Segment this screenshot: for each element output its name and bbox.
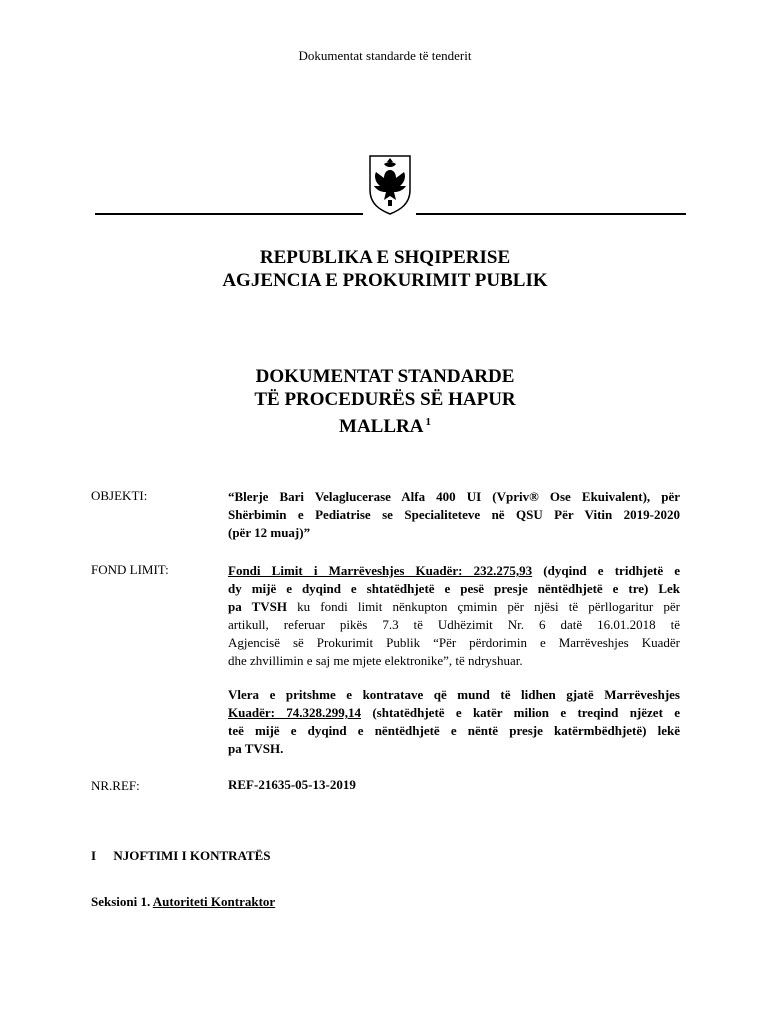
institution-title-line2: AGJENCIA E PROKURIMIT PUBLIK bbox=[222, 270, 548, 291]
kuader-value-words-start: (shtatëdhjetë e katër milion e treqind njëzet e bbox=[372, 705, 680, 720]
footnote-reference: 1 bbox=[425, 416, 431, 428]
fond-limit-p2-line4: pa TVSH. bbox=[228, 741, 284, 756]
kuader-value-amount: Kuadër: 74.328.299,14 bbox=[228, 705, 362, 720]
nr-ref-value: REF-21635-05-13-2019 bbox=[228, 777, 356, 792]
fondi-limit-words-start: (dyqind e tridhjetë e bbox=[543, 563, 680, 578]
objekti-value bbox=[228, 488, 680, 542]
subsection-heading: Seksioni 1. Autoriteti Kontraktor bbox=[91, 894, 276, 909]
document-title-line1: DOKUMENTAT STANDARDE bbox=[255, 366, 515, 387]
section-number: I bbox=[91, 848, 97, 863]
fond-limit-p1-line4: artikull, referuar pikës 7.3 të Udhëzimit Nr. 6 datë 16.01.2018 të bbox=[228, 617, 680, 632]
fond-limit-paragraph2 bbox=[228, 686, 680, 758]
objekti-line2: Shërbimin e Pediatrise se Specialiteteve në QSU Për Vitin 2019-2020 bbox=[228, 507, 680, 522]
objekti-line3: (për 12 muaj)” bbox=[228, 525, 311, 540]
fond-limit-p1-line5: Agjencisë së Prokurimit Publik “Për përdorimin e Marrëveshjes Kuadër bbox=[228, 635, 680, 650]
fondi-limit-amount: Fondi Limit i Marrëveshjes Kuadër: 232.275,93 bbox=[228, 563, 533, 578]
pa-tvsh-bold: pa TVSH bbox=[228, 599, 288, 614]
fond-limit-label: FOND LIMIT: bbox=[91, 562, 169, 577]
section-heading bbox=[91, 848, 271, 864]
institution-title-line1: REPUBLIKA E SHQIPERISE bbox=[259, 247, 511, 268]
subsection-prefix: Seksioni 1 bbox=[91, 894, 147, 909]
document-title-line3 bbox=[0, 411, 770, 438]
albanian-eagle-emblem-icon bbox=[366, 152, 414, 216]
subsection-title: Autoriteti Kontraktor bbox=[152, 894, 276, 909]
document-title-line2: TË PROCEDURËS SË HAPUR bbox=[254, 389, 516, 410]
fond-limit-p1-line1 bbox=[228, 562, 680, 580]
section-title: NJOFTIMI I KONTRATËS bbox=[113, 848, 271, 863]
header-rule-right bbox=[416, 213, 686, 215]
objekti-label: OBJEKTI: bbox=[91, 488, 148, 503]
header-rule-left bbox=[95, 213, 363, 215]
document-title bbox=[0, 365, 770, 438]
fond-limit-p2-line3: teë mijë e dyqind e nëntëdhjetë e nëntë presje katërmbëdhjetë) lekë bbox=[228, 723, 680, 738]
fond-limit-p2-line2 bbox=[228, 704, 680, 722]
running-header: Dokumentat standarde të tenderit bbox=[298, 48, 472, 63]
fond-limit-p1-line3 bbox=[228, 598, 680, 616]
nr-ref-label: NR.REF: bbox=[91, 778, 140, 793]
document-title-mallra: MALLRA bbox=[339, 416, 424, 437]
fond-limit-p1-line6: dhe zhvillimin e saj me mjete elektronike”, të ndryshuar. bbox=[228, 653, 523, 668]
fond-limit-p2-line1: Vlera e pritshme e kontratave që mund të lidhen gjatë Marrëveshjes bbox=[228, 687, 680, 702]
fond-limit-p1-line3-rest: ku fondi limit nënkupton çmimin për njësi të përllogaritur për bbox=[297, 599, 680, 614]
fond-limit-p1-line2: dy mijë e dyqind e shtatëdhjetë e pesë presje nëntëdhjetë e tre) Lek bbox=[228, 581, 680, 596]
objekti-line1: “Blerje Bari Velaglucerase Alfa 400 UI (Vpriv® Ose Ekuivalent), për bbox=[228, 489, 680, 504]
fond-limit-paragraph1 bbox=[228, 562, 680, 670]
institution-title bbox=[0, 246, 770, 292]
